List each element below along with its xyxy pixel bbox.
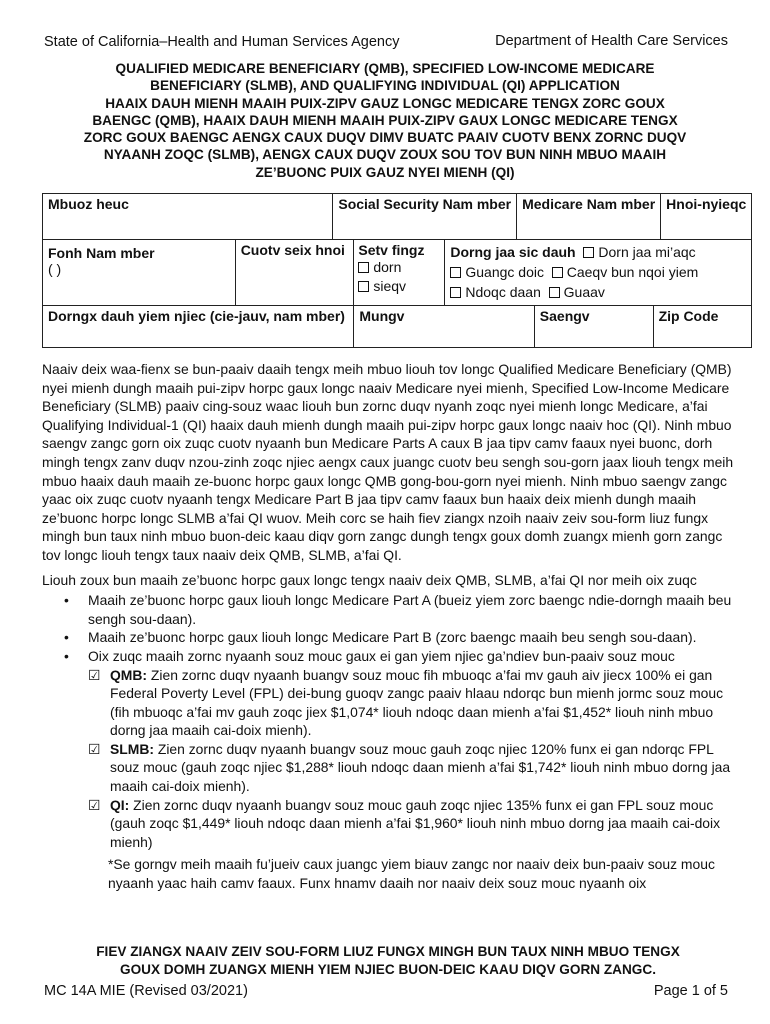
phone-area-code: ( ) bbox=[48, 261, 62, 277]
title-line: QUALIFIED MEDICARE BENEFICIARY (QMB), SPECIFIED LOW-INCOME MEDICARE bbox=[115, 61, 655, 76]
eligibility-lead: Liouh zoux bun maaih ze’buonc horpc gaux longc tengx naaiv deix QMB, SLMB, a’fai QI nor meih oix zuqc bbox=[42, 571, 697, 588]
slmb-item bbox=[88, 740, 734, 796]
department-name: Department of Health Care Services bbox=[495, 33, 728, 49]
medicare-number-label: Medicare Nam mber bbox=[522, 196, 656, 212]
eligibility-list bbox=[42, 591, 734, 665]
name-label: Mbuoz heuc bbox=[48, 196, 129, 212]
title-line: NYAANH ZOQC (SLMB), AENGX CAUX DUQV ZOUX SOU TOV BUN NINH MBUO MAAIH bbox=[103, 147, 667, 163]
county-field[interactable] bbox=[235, 240, 354, 306]
sex-option-female[interactable]: dorn bbox=[358, 258, 439, 277]
list-item: • Maaih ze’buonc horpc gaux liouh longc Medicare Part B (zorc baengc maaih beu sengh sou-daan). bbox=[42, 628, 734, 647]
address-label: Dorngx dauh yiem njiec (cie-jauv, nam mber) bbox=[48, 308, 345, 324]
checkbox-icon bbox=[450, 267, 461, 278]
title-line: BAENGC (QMB), HAAIX DAUH MIENH MAAIH PUIX-ZIPV GAUX LONGC MEDICARE TENGX bbox=[92, 112, 678, 128]
phone-field[interactable] bbox=[43, 240, 236, 306]
mailing-notice bbox=[42, 943, 734, 978]
qmb-item bbox=[88, 666, 734, 740]
sex-option-male[interactable]: sieqv bbox=[358, 277, 439, 296]
marital-option-married[interactable]: Dorn jaa mi’aqc bbox=[583, 244, 695, 260]
sex-label: Setv fingz bbox=[358, 242, 425, 258]
checked-box-icon: ☑ bbox=[88, 796, 101, 813]
notice-line: GOUX DOMH ZUANGX MIENH YIEM NJIEC BUON-DEIC KAAU DIQV GORN ZANGC. bbox=[120, 961, 656, 977]
checkbox-icon bbox=[552, 267, 563, 278]
zip-field[interactable] bbox=[653, 306, 752, 348]
checkbox-icon bbox=[583, 247, 594, 258]
zip-label: Zip Code bbox=[658, 308, 719, 324]
body-text bbox=[42, 360, 734, 893]
checked-box-icon: ☑ bbox=[88, 740, 101, 757]
qi-text: Zien zornc duqv nyaanh buangv souz mouc gauh zoqc njiec 135% funx ei gan FPL souz mouc (gauh zoqc $1,449* liouh ndoqc daan mienh a’fai $1,960* liouh ninh mbuo dorng jaa maaih cai-doix mienh) bbox=[110, 796, 721, 850]
marital-option-divorced[interactable]: Guaav bbox=[549, 284, 605, 300]
intro-paragraph: Naaiv deix waa-fienx se bun-paaiv daaih tengx meih mbuo liouh tov longc Qualified Medicare Beneficiary (QMB) nyei mienh dungh maaih pui-zipv horpc gaux longc naaiv Medicare nyei mienh, Specified Low-Income Medicare Beneficiary (SLMB) paaiv cing-souz waac liouh bun zornc duqv nyanh zoqc nyei mienh longc Medicare, a’fai Qualifying Individual-1 (QI) haaix dauh mienh dungh maaih pui-zipv horpc gaux longc naaiv hoc (QI). Ninh mbuo saengv zangc gorn oix zuqc cuotv nyaanh bun Medicare Parts A caux B jaa tipv camv faaux nyei buonc, dorh mingh tengx zanv duqv nzou-zinh zoqc njiec aengx caux juangc cuotv beu sengh sou-gorn jaax liouh tengx meih mbuo haaix dauh maaih ze-buonc horpc gaux longc QMB gong-bou-gorn nyei mienh. Ninh mbuo saengv zangc yaac oix zuqc cuotv nyaanh tengx Medicare Part B jaa tipv camv faaux bun haaix deix mienh dungh maaih ze’buonc horpc longc SLMB a’fai QI wuov. Meih corc se haih fiev ziangx nzoih naaiv zeiv sou-form liuz fungx mingh bun taux ninh mbuo buon-deic kaau diqv gorn zangc dungh tengx goux domh zuangx mienh gorn zangc tov longc liouh tengx taux naaiv deix QMB, SLMB, a’fai QI. bbox=[42, 361, 734, 563]
medicare-number-field[interactable] bbox=[517, 194, 661, 240]
title-line: HAAIX DAUH MIENH MAAIH PUIX-ZIPV GAUZ LONGC MEDICARE TENGX ZORC GOUX bbox=[105, 95, 665, 111]
title-line: BENEFICIARY (SLMB), AND QUALIFYING INDIVIDUAL (QI) APPLICATION bbox=[150, 78, 620, 94]
phone-label: Fonh Nam mber bbox=[48, 245, 155, 261]
applicant-info-table bbox=[42, 193, 752, 348]
income-note: *Se gorngv meih maaih fu’jueiv caux juangc yiem biauv zangc nor naaiv deix bun-paaiv souz mouc nyaanh yaac haih camv faaux. Funx hnamv daaih nor naaiv deix souz mouc nyaanh oix bbox=[108, 856, 715, 892]
marital-option-widowed[interactable]: Guangc doic bbox=[450, 264, 544, 280]
form-number: MC 14A MIE (Revised 03/2021) bbox=[44, 983, 248, 999]
agency-name: State of California–Health and Human Services Agency bbox=[44, 34, 400, 50]
qmb-text: Zien zornc duqv nyaanh buangv souz mouc fih mbuoqc a’fai mv gauh aiv jiecx 100% ei gan Federal Poverty Level (FPL) dei-bung guoqv zangc paaiv hlaau ndorqc bun mienh jormc souz mouc (fih mbuoqc a’fai mv gauh zoqc jiex $1,074* liouh ndoqc daan mienh a’fai $1,452* liouh ninh mbuo dorng jaa maaih cai-doix mienh). bbox=[110, 666, 724, 739]
ssn-field[interactable] bbox=[333, 194, 517, 240]
checked-box-icon: ☑ bbox=[88, 666, 101, 683]
marital-status-label: Dorng jaa sic dauh bbox=[450, 244, 576, 260]
slmb-label: SLMB: bbox=[110, 740, 154, 757]
document-title bbox=[40, 60, 730, 181]
ssn-label: Social Security Nam mber bbox=[338, 196, 512, 212]
slmb-text: Zien zornc duqv nyaanh buangv souz mouc gauh zoqc njiec 120% funx ei gan ndorqc FPL souz mouc (gauh zoqc njiec $1,288* liouh ndoqc daan mienh a’fai $1,742* liouh ninh mbuo dorng jaa maaih cai-doix mienh). bbox=[110, 740, 731, 795]
title-line: ZORC GOUX BAENGC AENGX CAUX DUQV DIMV BUATC PAAIV CUOTV BENX ZORNC DUQV bbox=[83, 130, 687, 146]
state-field[interactable] bbox=[534, 306, 653, 348]
sex-field bbox=[354, 240, 445, 306]
state-label: Saengv bbox=[539, 308, 590, 324]
income-limits-list bbox=[42, 666, 734, 852]
city-field[interactable] bbox=[354, 306, 534, 348]
birthdate-field[interactable] bbox=[661, 194, 752, 240]
marital-option-separated[interactable]: Caeqv bun nqoi yiem bbox=[552, 264, 699, 280]
birthdate-label: Hnoi-nyieqc bbox=[666, 196, 747, 212]
list-item: • Maaih ze’buonc horpc gaux liouh longc Medicare Part A (bueiz yiem zorc baengc ndie-dorngh maaih beu sengh sou-daan). bbox=[42, 591, 734, 628]
city-label: Mungv bbox=[359, 308, 405, 324]
checkbox-icon bbox=[549, 287, 560, 298]
marital-status-field bbox=[445, 240, 752, 306]
checkbox-icon bbox=[358, 281, 369, 292]
county-label: Cuotv seix hnoi bbox=[240, 242, 345, 258]
checkbox-icon bbox=[358, 262, 369, 273]
list-item: • Oix zuqc maaih zornc nyaanh souz mouc gaux ei gan yiem njiec ga’ndiev bun-paaiv souz mouc bbox=[42, 647, 734, 666]
title-line: ZE’BUONC PUIX GAUZ NYEI MIENH (QI) bbox=[255, 164, 515, 180]
qmb-label: QMB: bbox=[110, 666, 148, 683]
qi-item bbox=[88, 796, 734, 852]
checkbox-icon bbox=[450, 287, 461, 298]
qi-label: QI: bbox=[110, 796, 130, 813]
page-number: Page 1 of 5 bbox=[653, 983, 728, 999]
name-field[interactable] bbox=[43, 194, 333, 240]
marital-option-single[interactable]: Ndoqc daan bbox=[450, 284, 541, 300]
address-field[interactable] bbox=[43, 306, 354, 348]
notice-line: FIEV ZIANGX NAAIV ZEIV SOU-FORM LIUZ FUNGX MINGH BUN TAUX NINH MBUO TENGX bbox=[96, 944, 680, 959]
